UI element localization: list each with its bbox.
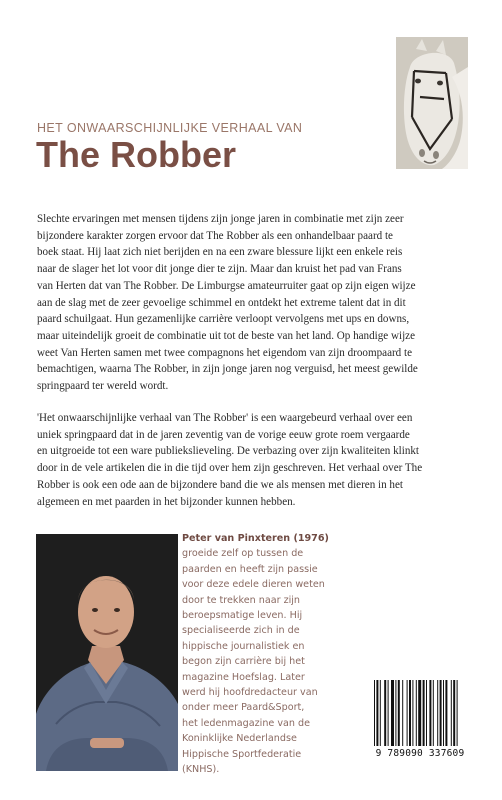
text-line: aan de slag met de zeer gevoelige schimmel en ontdekt het extreme talent dat in dit	[37, 296, 406, 309]
text-line: door in de vele artikelen die in die tijd over hem zijn geschreven. Het verhaal over The	[37, 462, 423, 475]
bio-line: specialiseerde zich in de	[182, 625, 300, 637]
bio-line: magazine Hoefslag. Later	[182, 671, 305, 683]
bio-line: Koninklijke Nederlandse	[182, 733, 297, 745]
text-line: boek staat. Hij laat zich niet berijden en na een zware blessure lijkt een enkele reis	[37, 246, 403, 259]
text-line: en uitgroeide tot een ware publiekslieveling. De verbazing over zijn kwaliteiten klinkt	[37, 445, 419, 458]
author-photo	[36, 534, 178, 771]
text-line: springpaard ter wereld wordt.	[37, 380, 169, 393]
bio-line: beroepsmatige leven. Hij	[182, 610, 303, 622]
bio-line: voor deze edele dieren weten	[182, 579, 325, 591]
text-line: algemeen en met paarden in het bijzonder kunnen hebben.	[37, 495, 296, 508]
bio-line: onder meer Paard&Sport,	[182, 702, 305, 714]
bio-line: paarden en heeft zijn passie	[182, 563, 318, 575]
book-title: The Robber	[36, 134, 237, 175]
bio-line: hippische journalistiek en	[182, 640, 305, 652]
synopsis-paragraph-2	[37, 410, 467, 510]
subtitle-kicker: HET ONWAARSCHIJNLIJKE VERHAAL VAN	[37, 121, 303, 135]
text-line: weet Van Herten samen met twee compagnons het eigendom van zijn droompaard te	[37, 346, 413, 359]
text-line: van Herten dat van The Robber. De Limburgse amateurruiter gaat op zijn eigen wijze	[37, 279, 416, 292]
text-line: paard schuilgaat. Hun gezamenlijke carrière verloopt vervolgens met ups en downs,	[37, 313, 410, 326]
bio-line: het ledenmagazine van de	[182, 717, 311, 729]
isbn-number: 9 789090 337609	[375, 748, 465, 759]
author-bio	[182, 531, 362, 778]
author-name: Peter van Pinxteren (1976)	[182, 533, 329, 544]
text-line: bijzondere karakter zorgen ervoor dat The Robber als een onhandelbaar paard te	[37, 229, 393, 242]
horse-photo	[396, 37, 468, 169]
bio-line: Hippische Sportfederatie	[182, 748, 302, 760]
text-line: uniek springpaard dat in de jaren zeventig van de vorige eeuw grote roem vergaarde	[37, 428, 410, 441]
bio-line: (KNHS).	[182, 764, 220, 776]
text-line: 'Het onwaarschijnlijke verhaal van The Robber' is een waargebeurd verhaal over een	[37, 412, 413, 424]
synopsis-paragraph-1	[37, 211, 467, 395]
text-line: bemachtigen, waarna The Robber, in zijn jonge jaren nog verguisd, het meest gewilde	[37, 363, 418, 376]
bio-line: door te trekken naar zijn	[182, 594, 301, 606]
barcode	[368, 676, 472, 768]
bio-line: groeide zelf op tussen de	[182, 548, 304, 560]
bio-line: begon zijn carrière bij het	[182, 656, 305, 668]
text-line: Slechte ervaringen met mensen tijdens zijn jonge jaren in combinatie met zijn zeer	[37, 213, 404, 225]
barcode-bars	[374, 680, 466, 746]
bio-line: werd hij hoofdredacteur van	[182, 687, 318, 699]
text-line: naar de slager het lot voor dit jonge dier te zijn. Maar dan kruist het pad van Frans	[37, 263, 402, 276]
text-line: maar uiteindelijk groeit de combinatie uit tot de beste van het land. Op handige wijze	[37, 329, 415, 342]
text-line: Robber is ook een ode aan de bijzondere band die we als mensen met dieren in het	[37, 478, 403, 491]
